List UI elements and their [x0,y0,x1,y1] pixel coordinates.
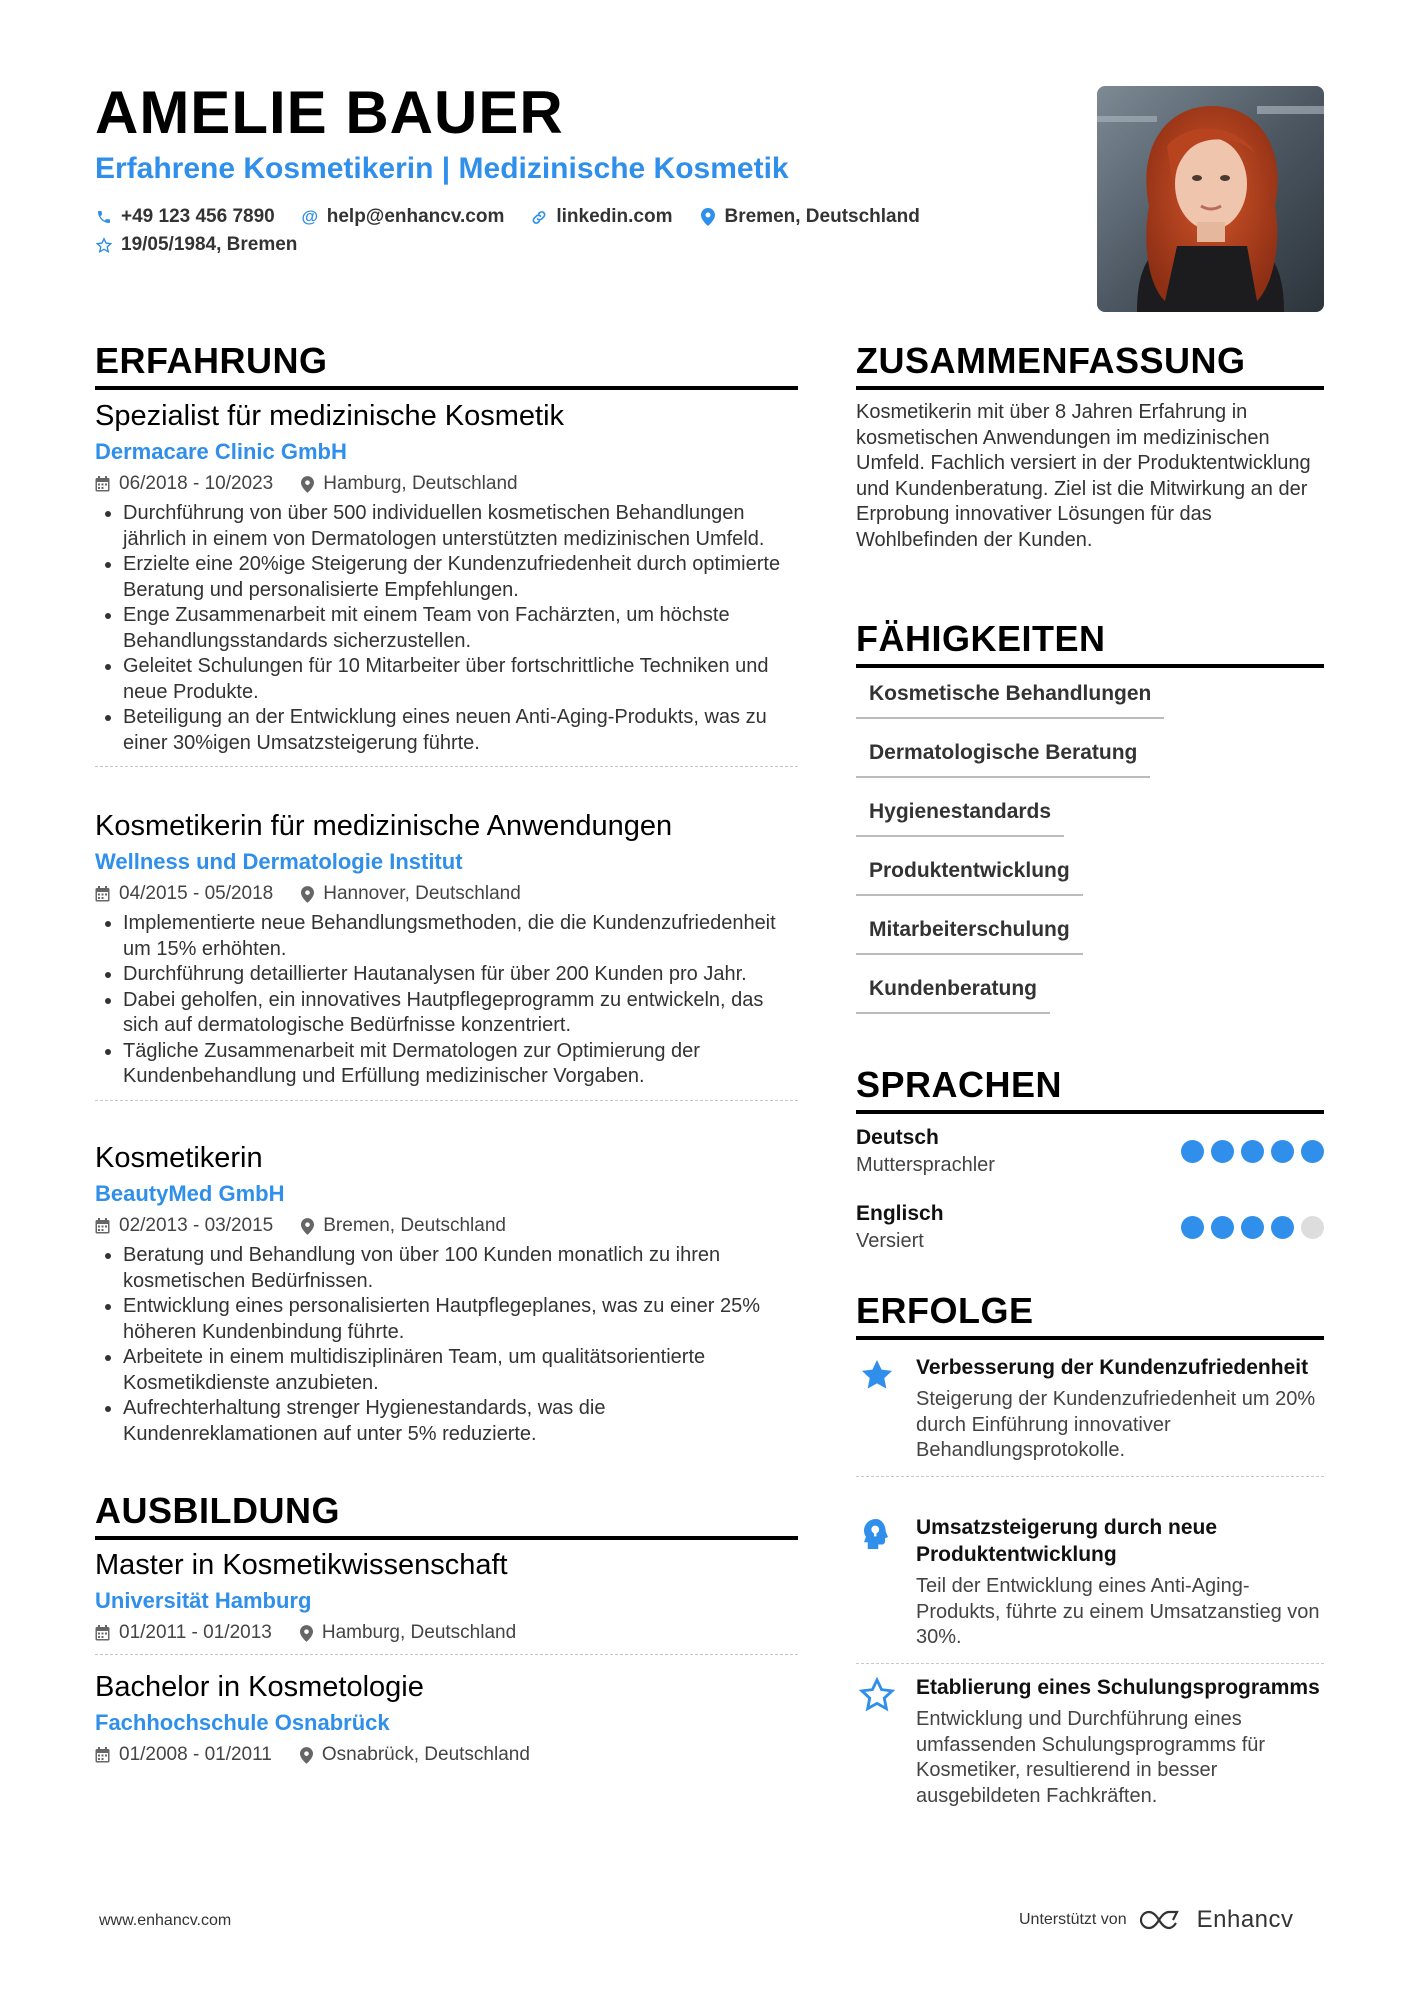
degree-title: Bachelor in Kosmetologie [95,1671,424,1703]
calendar-icon [95,476,110,492]
language-item [856,1126,1324,1190]
company-name: Dermacare Clinic GmbH [95,439,347,464]
rating-dot-filled [1181,1140,1204,1163]
divider [856,1476,1324,1477]
bullet-item: • Entwicklung eines personalisierten Hautpflegeplanes, was zu einer 25% höheren Kundenbindung führte. [123,1294,798,1345]
language-rating [1181,1140,1324,1163]
skills-section [856,618,1324,1028]
school-name: Universität Hamburg [95,1588,312,1613]
calendar-icon [95,1747,110,1763]
rating-dot-filled [1241,1216,1264,1239]
experience-heading: ERFAHRUNG [95,340,328,381]
job-location: Hannover, Deutschland [323,883,521,904]
achievement-title: Verbesserung der Kundenzufriedenheit [916,1356,1309,1379]
bullet-item: • Aufrechterhaltung strenger Hygienestandards, was die Kundenreklamationen auf unter 5% reduzierte. [123,1396,798,1447]
job-meta [95,1215,798,1237]
job-meta [95,883,798,905]
skill-tag: Produktentwicklung [856,851,1083,896]
rating-dot-filled [1271,1216,1294,1239]
powered-by-text: Unterstützt von [1019,1911,1127,1928]
bullet-item: • Durchführung von über 500 individuellen kosmetischen Behandlungen jährlich in einem von Dermatologen unterstützten medizinischen Umfeld. [123,501,798,552]
star-filled-icon [858,1356,896,1394]
section-rule [95,386,798,390]
job-location: Hamburg, Deutschland [323,473,518,494]
achievement-desc: Teil der Entwicklung eines Anti-Aging-Produkts, führte zu einem Umsatzanstieg von 30%. [916,1575,1320,1648]
bullet-item: • Durchführung detaillierter Hautanalysen für über 200 Kunden pro Jahr. [123,962,798,988]
education-entry [95,1671,798,1766]
candidate-subtitle: Erfahrene Kosmetikerin | Medizinische Kosmetik [95,152,789,185]
location-pin-icon [699,208,717,226]
language-name: Englisch [856,1202,944,1225]
language-level: Versiert [856,1230,924,1252]
rating-dot-empty [1301,1216,1324,1239]
phone-icon [95,209,113,225]
star-outline-icon [95,237,113,254]
section-rule [95,1536,798,1540]
job-meta [95,473,798,495]
divider [95,1100,798,1101]
education-meta [95,1744,798,1766]
job-bullets [95,911,798,1090]
job-entry [95,1142,798,1447]
bullet-item: • Beteiligung an der Entwicklung eines neuen Anti-Aging-Produkts, was zu einer 30%igen Umsatzsteigerung führte. [123,705,798,756]
calendar-icon [95,886,110,902]
job-title: Spezialist für medizinische Kosmetik [95,400,565,432]
achievement-item [856,1354,1324,1477]
job-entry [95,810,798,1101]
bullet-item: • Enge Zusammenarbeit mit einem Team von Fachärzten, um höchste Behandlungsstandards sicherzustellen. [123,603,798,654]
bullet-item: • Beratung und Behandlung von über 100 Kunden monatlich zu ihren kosmetischen Bedürfnissen. [123,1243,798,1294]
skill-tag: Kundenberatung [856,969,1050,1014]
section-rule [856,386,1324,390]
education-location: Hamburg, Deutschland [321,1622,517,1643]
contact-info [95,206,920,262]
job-bullets [95,1243,798,1447]
job-title: Kosmetikerin [95,1142,263,1174]
contact-location [699,206,920,228]
achievement-title: Umsatzsteigerung durch neue Produktentwicklung [916,1516,1218,1566]
achievement-item [856,1674,1324,1809]
language-rating [1181,1216,1324,1239]
rating-dot-filled [1271,1140,1294,1163]
language-level: Muttersprachler [856,1154,995,1176]
linkedin-text: linkedin.com [556,206,673,227]
company-name: Wellness und Dermatologie Institut [95,849,463,874]
languages-section [856,1064,1324,1266]
job-dates: 06/2018 - 10/2023 [119,473,274,494]
achievement-desc: Steigerung der Kundenzufriedenheit um 20% durch Einführung innovativer Behandlungsprotokolle. [916,1388,1316,1461]
enhancv-logo-icon [1139,1909,1185,1931]
birth-text: 19/05/1984, Bremen [121,234,298,255]
school-name: Fachhochschule Osnabrück [95,1710,390,1735]
education-entry [95,1549,798,1655]
location-pin-icon [301,886,314,903]
skill-tag: Kosmetische Behandlungen [856,674,1164,719]
brand-name: Enhancv [1196,1906,1294,1933]
bullet-item: • Implementierte neue Behandlungsmethoden, die die Kundenzufriedenheit um 15% erhöhten. [123,911,798,962]
experience-section [95,340,798,390]
email-text: help@enhancv.com [326,206,505,227]
bullet-item: • Erzielte eine 20%ige Steigerung der Kundenzufriedenheit durch optimierte Beratung und personalisierte Empfehlungen. [123,552,798,603]
section-rule [856,1110,1324,1114]
job-bullets [95,501,798,756]
summary-text: Kosmetikerin mit über 8 Jahren Erfahrung in kosmetischen Anwendungen im medizinischen Umfeld. Fachlich versiert in der Produktentwicklung und Kundenberatung. Ziel ist die Mitwirkung an der Erprobung innovativer Lösungen für das Wohlbefinden der Kunden. [856,401,1311,551]
achievement-item [856,1514,1324,1664]
skill-tag: Mitarbeiterschulung [856,910,1083,955]
bullet-item: • Arbeitete in einem multidisziplinären Team, um qualitätsorientierte Kosmetikdienste anzubieten. [123,1345,798,1396]
bullet-item: • Geleitet Schulungen für 10 Mitarbeiter über fortschrittliche Techniken und neue Produkte. [123,654,798,705]
job-entry [95,400,798,767]
rating-dot-filled [1241,1140,1264,1163]
divider [95,1654,798,1655]
skill-tag: Hygienestandards [856,792,1064,837]
education-dates: 01/2011 - 01/2013 [119,1622,272,1643]
education-meta [95,1622,798,1644]
skills-heading: FÄHIGKEITEN [856,618,1106,659]
location-pin-icon [300,1625,313,1642]
education-section [95,1490,798,1540]
section-rule [856,664,1324,668]
skills-list [856,674,1324,1014]
location-pin-icon [301,1218,314,1235]
calendar-icon [95,1218,110,1234]
star-outline-icon [858,1676,896,1714]
phone-text: +49 123 456 7890 [121,206,275,227]
company-name: BeautyMed GmbH [95,1181,285,1206]
profile-photo [1097,86,1324,312]
footer-branding [1019,1906,1294,1934]
degree-title: Master in Kosmetikwissenschaft [95,1549,508,1581]
languages-heading: SPRACHEN [856,1064,1063,1105]
contact-linkedin[interactable] [530,206,672,228]
skill-tag: Dermatologische Beratung [856,733,1150,778]
calendar-icon [95,1625,110,1641]
bullet-item: • Tägliche Zusammenarbeit mit Dermatologen zur Optimierung der Kundenbehandlung und Erfüllung medizinischer Vorgaben. [123,1039,798,1090]
job-dates: 02/2013 - 03/2015 [119,1215,274,1236]
achievements-section [856,1290,1324,1850]
location-text: Bremen, Deutschland [724,206,920,227]
education-dates: 01/2008 - 01/2011 [119,1744,272,1765]
rating-dot-filled [1181,1216,1204,1239]
at-icon: @ [301,207,319,226]
job-location: Bremen, Deutschland [323,1215,506,1236]
job-dates: 04/2015 - 05/2018 [119,883,274,904]
language-name: Deutsch [856,1126,939,1149]
section-rule [856,1336,1324,1340]
contact-email[interactable] [301,206,505,228]
portrait-image [1097,86,1324,312]
contact-phone[interactable] [95,206,275,228]
divider [856,1663,1324,1664]
language-item [856,1202,1324,1266]
rating-dot-filled [1301,1140,1324,1163]
job-title: Kosmetikerin für medizinische Anwendungen [95,810,673,842]
summary-heading: ZUSAMMENFASSUNG [856,340,1246,381]
rating-dot-filled [1211,1216,1234,1239]
education-heading: AUSBILDUNG [95,1490,340,1531]
achievement-desc: Entwicklung und Durchführung eines umfassenden Schulungsprogramms für Kosmetiker, resultierend in besser ausgebildeten Fachkräften. [916,1708,1266,1807]
location-pin-icon [300,1747,313,1764]
head-idea-icon [858,1516,894,1552]
education-location: Osnabrück, Deutschland [321,1744,530,1765]
location-pin-icon [301,476,314,493]
rating-dot-filled [1211,1140,1234,1163]
achievement-title: Etablierung eines Schulungsprogramms [916,1676,1320,1699]
contact-birth [95,234,297,256]
link-icon [530,209,548,226]
candidate-name: AMELIE BAUER [95,79,564,146]
achievements-heading: ERFOLGE [856,1290,1034,1331]
divider [95,766,798,767]
summary-section [856,340,1324,553]
bullet-item: • Dabei geholfen, ein innovatives Hautpflegeprogramm zu entwickeln, das sich auf dermatologische Bedürfnisse konzentriert. [123,988,798,1039]
footer-website[interactable]: www.enhancv.com [99,1912,232,1929]
